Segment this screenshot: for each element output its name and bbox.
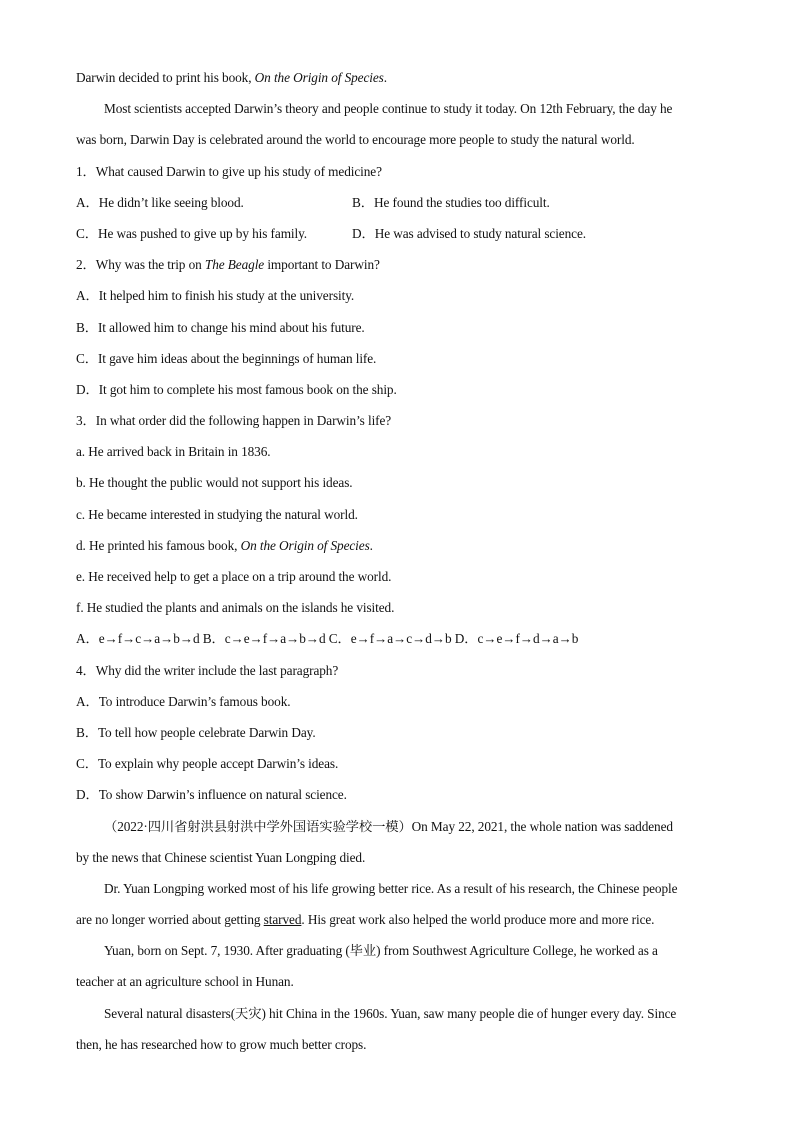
text: . (369, 537, 373, 553)
event-a: a. He arrived back in Britain in 1836. (76, 444, 271, 460)
event-c: c. He became interested in studying the natural world. (76, 506, 358, 522)
passage1-paragraph-end (76, 62, 722, 93)
text: are no longer worried about getting (76, 912, 264, 928)
underlined-word: starved (263, 912, 302, 928)
event-b: b. He thought the public would not support his ideas. (76, 475, 353, 491)
option-b[interactable]: B．He found the studies too difficult. (352, 194, 550, 210)
question-4-stem: 4．Why did the writer include the last paragraph? (76, 662, 339, 678)
passage2-para3-line1: Yuan, born on Sept. 7, 1930. After graduating (毕业) from Southwest Agriculture College, he worked as a (104, 943, 658, 959)
passage2-intro-line1: （2022·四川省射洪县射洪中学外国语实验学校一模）On May 22, 2021, the whole nation was saddened (104, 818, 673, 834)
question-1-stem: 1．What caused Darwin to give up his study of medicine? (76, 163, 382, 179)
option-c[interactable]: C．He was pushed to give up by his family. (76, 225, 308, 241)
passage2-intro-line2: by the news that Chinese scientist Yuan Longping died. (76, 849, 366, 865)
question-1-options-ab (76, 187, 722, 218)
question-2-stem (76, 249, 722, 280)
option-a[interactable]: A．It helped him to finish his study at the university. (76, 288, 355, 304)
text: . His great work also helped the world produce more and more rice. (301, 912, 655, 928)
passage1-last-paragraph-line2: was born, Darwin Day is celebrated around the world to encourage more people to study the natural world. (76, 132, 635, 148)
option-a[interactable]: A．To introduce Darwin’s famous book. (76, 693, 291, 709)
passage2-para2-line2 (76, 904, 722, 935)
question-1-options-cd (76, 218, 722, 249)
option-d[interactable]: D．He was advised to study natural science. (352, 225, 586, 241)
passage1-last-paragraph-line1: Most scientists accepted Darwin’s theory and people continue to study it today. On 12th February, the day he (104, 101, 673, 117)
question-3-options[interactable]: A．e→f→c→a→b→d B．c→e→f→a→b→d C．e→f→a→c→d→b D．c→e→f→d→a→b (76, 631, 579, 647)
passage2-para4-line1: Several natural disasters(天灾) hit China in the 1960s. Yuan, saw many people die of hunger every day. Since (104, 1005, 677, 1021)
option-d[interactable]: D．It got him to complete his most famous book on the ship. (76, 381, 397, 397)
option-b[interactable]: B．To tell how people celebrate Darwin Day. (76, 724, 316, 740)
text: d. He printed his famous book, (76, 537, 241, 553)
event-e: e. He received help to get a place on a trip around the world. (76, 569, 392, 584)
book-title: On the Origin of Species (240, 537, 370, 553)
book-title: On the Origin of Species (254, 70, 384, 85)
option-d[interactable]: D．To show Darwin’s influence on natural science. (76, 787, 347, 803)
event-f: f. He studied the plants and animals on the islands he visited. (76, 600, 395, 616)
option-c[interactable]: C．It gave him ideas about the beginnings of human life. (76, 350, 377, 366)
text: Darwin decided to print his book, (76, 70, 255, 85)
question-3-stem: 3．In what order did the following happen in Darwin’s life? (76, 413, 392, 429)
event-d (76, 530, 722, 561)
option-c[interactable]: C．To explain why people accept Darwin’s ideas. (76, 756, 339, 772)
option-a[interactable]: A．He didn’t like seeing blood. (76, 194, 244, 210)
text: 2．Why was the trip on (76, 257, 205, 273)
passage2-para3-line2: teacher at an agriculture school in Hunan. (76, 974, 294, 990)
ship-name: The Beagle (204, 257, 265, 273)
option-b[interactable]: B．It allowed him to change his mind about his future. (76, 319, 365, 335)
passage2-para4-line2: then, he has researched how to grow much better crops. (76, 1036, 367, 1052)
passage2-para2-line1: Dr. Yuan Longping worked most of his life growing better rice. As a result of his research, the Chinese people (104, 880, 678, 896)
text: . (383, 70, 387, 85)
text: important to Darwin? (264, 257, 380, 273)
document-page (76, 62, 722, 1060)
